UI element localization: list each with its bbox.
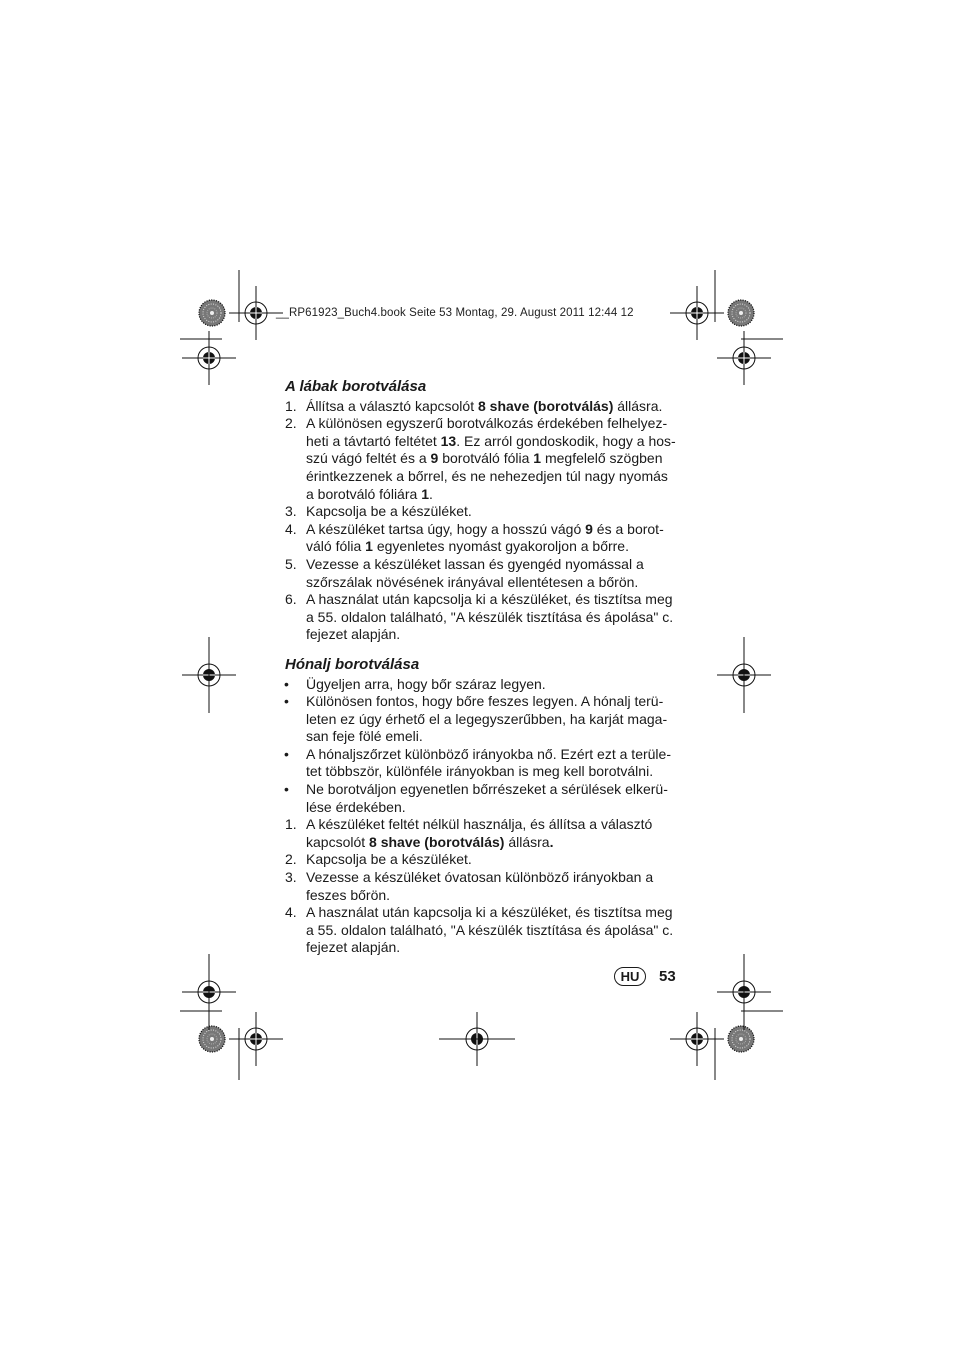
numbered-step xyxy=(280,591,688,644)
numbered-step xyxy=(280,503,688,521)
reference-bold: 1 xyxy=(365,538,373,555)
text-run: . Ez arról gondoskodik, hogy a hos- szú vágó feltét és a xyxy=(306,432,676,467)
instruction-list xyxy=(280,676,688,958)
text-run: Ügyeljen arra, hogy bőr száraz legyen. xyxy=(306,675,546,692)
text-run: A különösen egyszerű borotválkozás érdekében felhelyez- heti a távtartó feltétet xyxy=(306,415,668,449)
numbered-step xyxy=(280,869,688,904)
reference-bold: 1 xyxy=(533,450,542,467)
step-number: 4. xyxy=(285,520,297,537)
text-run: . xyxy=(428,485,433,502)
text-run: A hónaljszőrzet különböző irányokba nő. Ezért ezt a terüle- tet többször, különféle irányokban is meg kell borotválni. xyxy=(306,745,671,780)
step-number: 1. xyxy=(285,816,297,833)
page-footer xyxy=(614,964,676,988)
bullet-marker: • xyxy=(284,675,289,692)
language-badge: HU xyxy=(614,967,646,986)
item-text xyxy=(306,693,688,746)
reference-bold: 9 xyxy=(430,450,439,467)
item-text xyxy=(306,521,688,556)
bullet-item xyxy=(280,693,688,746)
item-text xyxy=(306,415,688,503)
crosshair-top-left xyxy=(229,286,283,340)
text-run: Vezesse a készüléket lassan és gyengéd nyomással a szőrszálak növésének irányával ellentétesen a bőrön. xyxy=(306,555,644,590)
bullet-item xyxy=(280,676,688,694)
step-number: 3. xyxy=(285,503,297,520)
color-registration-top-right xyxy=(728,300,754,326)
item-text xyxy=(306,556,688,591)
section-title: A lábak borotválása xyxy=(285,378,427,395)
item-text xyxy=(306,816,688,851)
text-run: Kapcsolja be a készüléket. xyxy=(306,851,472,868)
item-text xyxy=(306,503,688,521)
step-number: 3. xyxy=(285,869,297,886)
numbered-step xyxy=(280,904,688,957)
item-text xyxy=(306,851,688,869)
text-run: állásra. xyxy=(613,397,663,414)
page-number: 53 xyxy=(659,967,676,985)
text-run: és a borot- váló fólia xyxy=(306,520,664,555)
crosshair-top-right xyxy=(670,286,724,340)
bullet-item xyxy=(280,781,688,816)
text-run: egyenletes nyomást gyakoroljon a bőrre. xyxy=(372,538,629,555)
reference-bold: 1 xyxy=(421,485,429,502)
page-content xyxy=(280,378,688,957)
section-legs xyxy=(280,378,688,644)
color-registration-bottom-right xyxy=(728,1026,754,1052)
text-run: A készüléket feltét nélkül használja, és állítsa a választó kapcsolót xyxy=(306,816,653,850)
item-text xyxy=(306,398,688,416)
print-info-header: __RP61923_Buch4.book Seite 53 Montag, 29. August 2011 12:44 12 xyxy=(276,307,634,319)
crosshair-bottom-right xyxy=(670,1012,724,1066)
reference-bold: . xyxy=(549,833,554,850)
text-run: A készüléket tartsa úgy, hogy a hosszú vágó xyxy=(306,520,586,537)
text-run: A használat után kapcsolja ki a készüléket, és tisztítsa meg a 55. oldalon található, "A készülék tisztítása és ápolása" c. fejezet alapján. xyxy=(306,591,674,643)
color-registration-bottom-left xyxy=(199,1026,225,1052)
text-run: Kapcsolja be a készüléket. xyxy=(306,503,472,520)
numbered-step xyxy=(280,398,688,416)
instruction-list xyxy=(280,398,688,644)
text-run: Különösen fontos, hogy bőre feszes legyen. A hónalj terü- leten ez úgy érhető el a legegyszerűbben, ha karját maga- san feje fölé emeli. xyxy=(306,693,668,745)
step-number: 2. xyxy=(285,415,297,432)
bullet-marker: • xyxy=(284,693,289,710)
step-number: 2. xyxy=(285,851,297,868)
color-registration-top-left xyxy=(199,300,225,326)
item-text xyxy=(306,746,688,781)
item-text xyxy=(306,904,688,957)
section-title: Hónalj borotválása xyxy=(285,655,420,673)
text-run: Állítsa a választó kapcsolót xyxy=(306,397,478,414)
section-armpit xyxy=(280,656,688,957)
text-run: A használat után kapcsolja ki a készüléket, és tisztítsa meg a 55. oldalon található, "A készülék tisztítása és ápolása" c. fejezet alapján. xyxy=(306,904,674,956)
step-number: 1. xyxy=(285,397,297,414)
text-run: borotváló fólia xyxy=(438,450,534,467)
numbered-step xyxy=(280,851,688,869)
reference-bold: 8 shave (borotválás) xyxy=(477,397,614,414)
item-text xyxy=(306,869,688,904)
numbered-step xyxy=(280,415,688,503)
item-text xyxy=(306,676,688,694)
step-number: 6. xyxy=(285,591,297,608)
bullet-marker: • xyxy=(284,745,289,762)
bullet-item xyxy=(280,746,688,781)
text-run: állásra xyxy=(504,833,550,850)
item-text xyxy=(306,591,688,644)
text-run: Ne borotváljon egyenetlen bőrrészeket a sérülések elkerü- lése érdekében. xyxy=(306,781,668,815)
reference-bold: 9 xyxy=(585,520,593,537)
numbered-step xyxy=(280,816,688,851)
text-run: Vezesse a készüléket óvatosan különböző irányokban a feszes bőrön. xyxy=(306,869,654,903)
step-number: 5. xyxy=(285,555,297,572)
item-text xyxy=(306,781,688,816)
numbered-step xyxy=(280,556,688,591)
text-run: megfelelő szögben érintkezzenek a bőrrel, és ne nehezedjen túl nagy nyomás a borotváló fóliára xyxy=(306,450,668,502)
reference-bold: 13 xyxy=(440,432,457,449)
step-number: 4. xyxy=(285,904,297,921)
bullet-marker: • xyxy=(284,781,289,798)
crosshair-bottom-left xyxy=(229,1012,283,1066)
reference-bold: 8 shave (borotválás) xyxy=(369,833,505,850)
numbered-step xyxy=(280,521,688,556)
